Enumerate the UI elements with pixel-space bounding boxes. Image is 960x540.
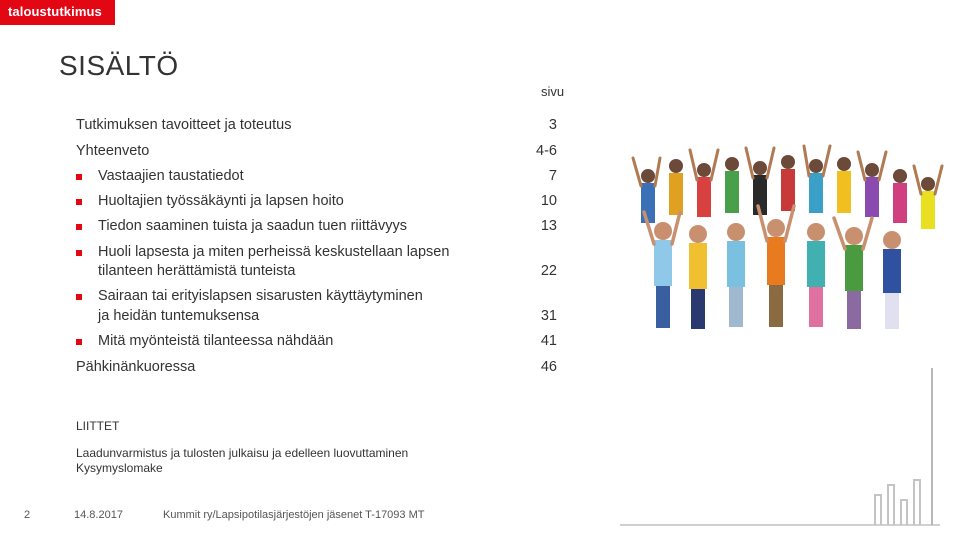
appendix-item: Laadunvarmistus ja tulosten julkaisu ja edelleen luovuttaminen — [76, 446, 409, 460]
toc-item-label: Vastaajien taustatiedot — [98, 168, 244, 184]
toc-item-page: 4-6 — [536, 143, 557, 159]
toc-subitem — [98, 333, 333, 349]
appendix-item: Kysymyslomake — [76, 461, 163, 475]
toc-item-page: 10 — [540, 193, 557, 209]
bullet-icon — [76, 224, 82, 230]
toc-item-page: 31 — [540, 308, 557, 324]
bullet-icon — [76, 250, 82, 256]
bullet-icon — [76, 199, 82, 205]
toc-item-label: Pähkinänkuoressa — [76, 359, 196, 375]
toc-item — [76, 117, 291, 133]
toc-item-label: Tiedon saaminen tuista ja saadun tuen riittävyys — [98, 218, 407, 234]
decorative-bars-graphic — [620, 360, 960, 535]
toc-item-page: 22 — [540, 263, 557, 279]
toc-subitem — [98, 218, 407, 234]
toc-subitem-continued — [98, 308, 259, 324]
bullet-icon — [76, 174, 82, 180]
toc-subitem — [98, 193, 344, 209]
toc-item-label: Mitä myönteistä tilanteessa nähdään — [98, 333, 334, 349]
bullet-icon — [76, 294, 82, 300]
footer-source: Kummit ry/Lapsipotilasjärjestöjen jäsenet T-17093 MT — [163, 509, 425, 521]
page-number: 2 — [24, 509, 31, 521]
toc-item-page: 41 — [540, 333, 557, 349]
bullet-icon — [76, 339, 82, 345]
children-figures — [633, 146, 942, 329]
children-group-photo — [608, 136, 953, 354]
page-column-header: sivu — [541, 84, 565, 99]
toc-item — [76, 143, 149, 159]
toc-item-label: Huoltajien työssäkäynti ja lapsen hoito — [98, 193, 344, 209]
toc-item-label: Yhteenveto — [76, 143, 150, 159]
toc-item-label: Huoli lapsesta ja miten perheissä keskustellaan lapsen — [98, 244, 450, 260]
toc-subitem — [98, 288, 423, 304]
toc-subitem — [98, 244, 449, 260]
toc-item-label: ja heidän tuntemuksensa — [98, 308, 260, 324]
toc-item-label: tilanteen herättämistä tunteista — [98, 263, 296, 279]
brand-logo: taloustutkimus — [0, 0, 115, 25]
toc-item-label: Sairaan tai erityislapsen sisarusten käyttäytyminen — [98, 288, 423, 304]
toc-item-page: 7 — [548, 168, 557, 184]
toc-item-page: 13 — [540, 218, 557, 234]
toc-subitem-continued — [98, 263, 295, 279]
toc-item-page: 46 — [540, 359, 557, 375]
appendix-heading: LIITTET — [76, 419, 120, 433]
toc-item-label: Tutkimuksen tavoitteet ja toteutus — [76, 117, 292, 133]
page-title: SISÄLTÖ — [59, 50, 179, 81]
footer-date: 14.8.2017 — [74, 509, 123, 521]
toc-subitem — [98, 168, 244, 184]
toc-item-page: 3 — [548, 117, 557, 133]
toc-item — [76, 359, 195, 375]
